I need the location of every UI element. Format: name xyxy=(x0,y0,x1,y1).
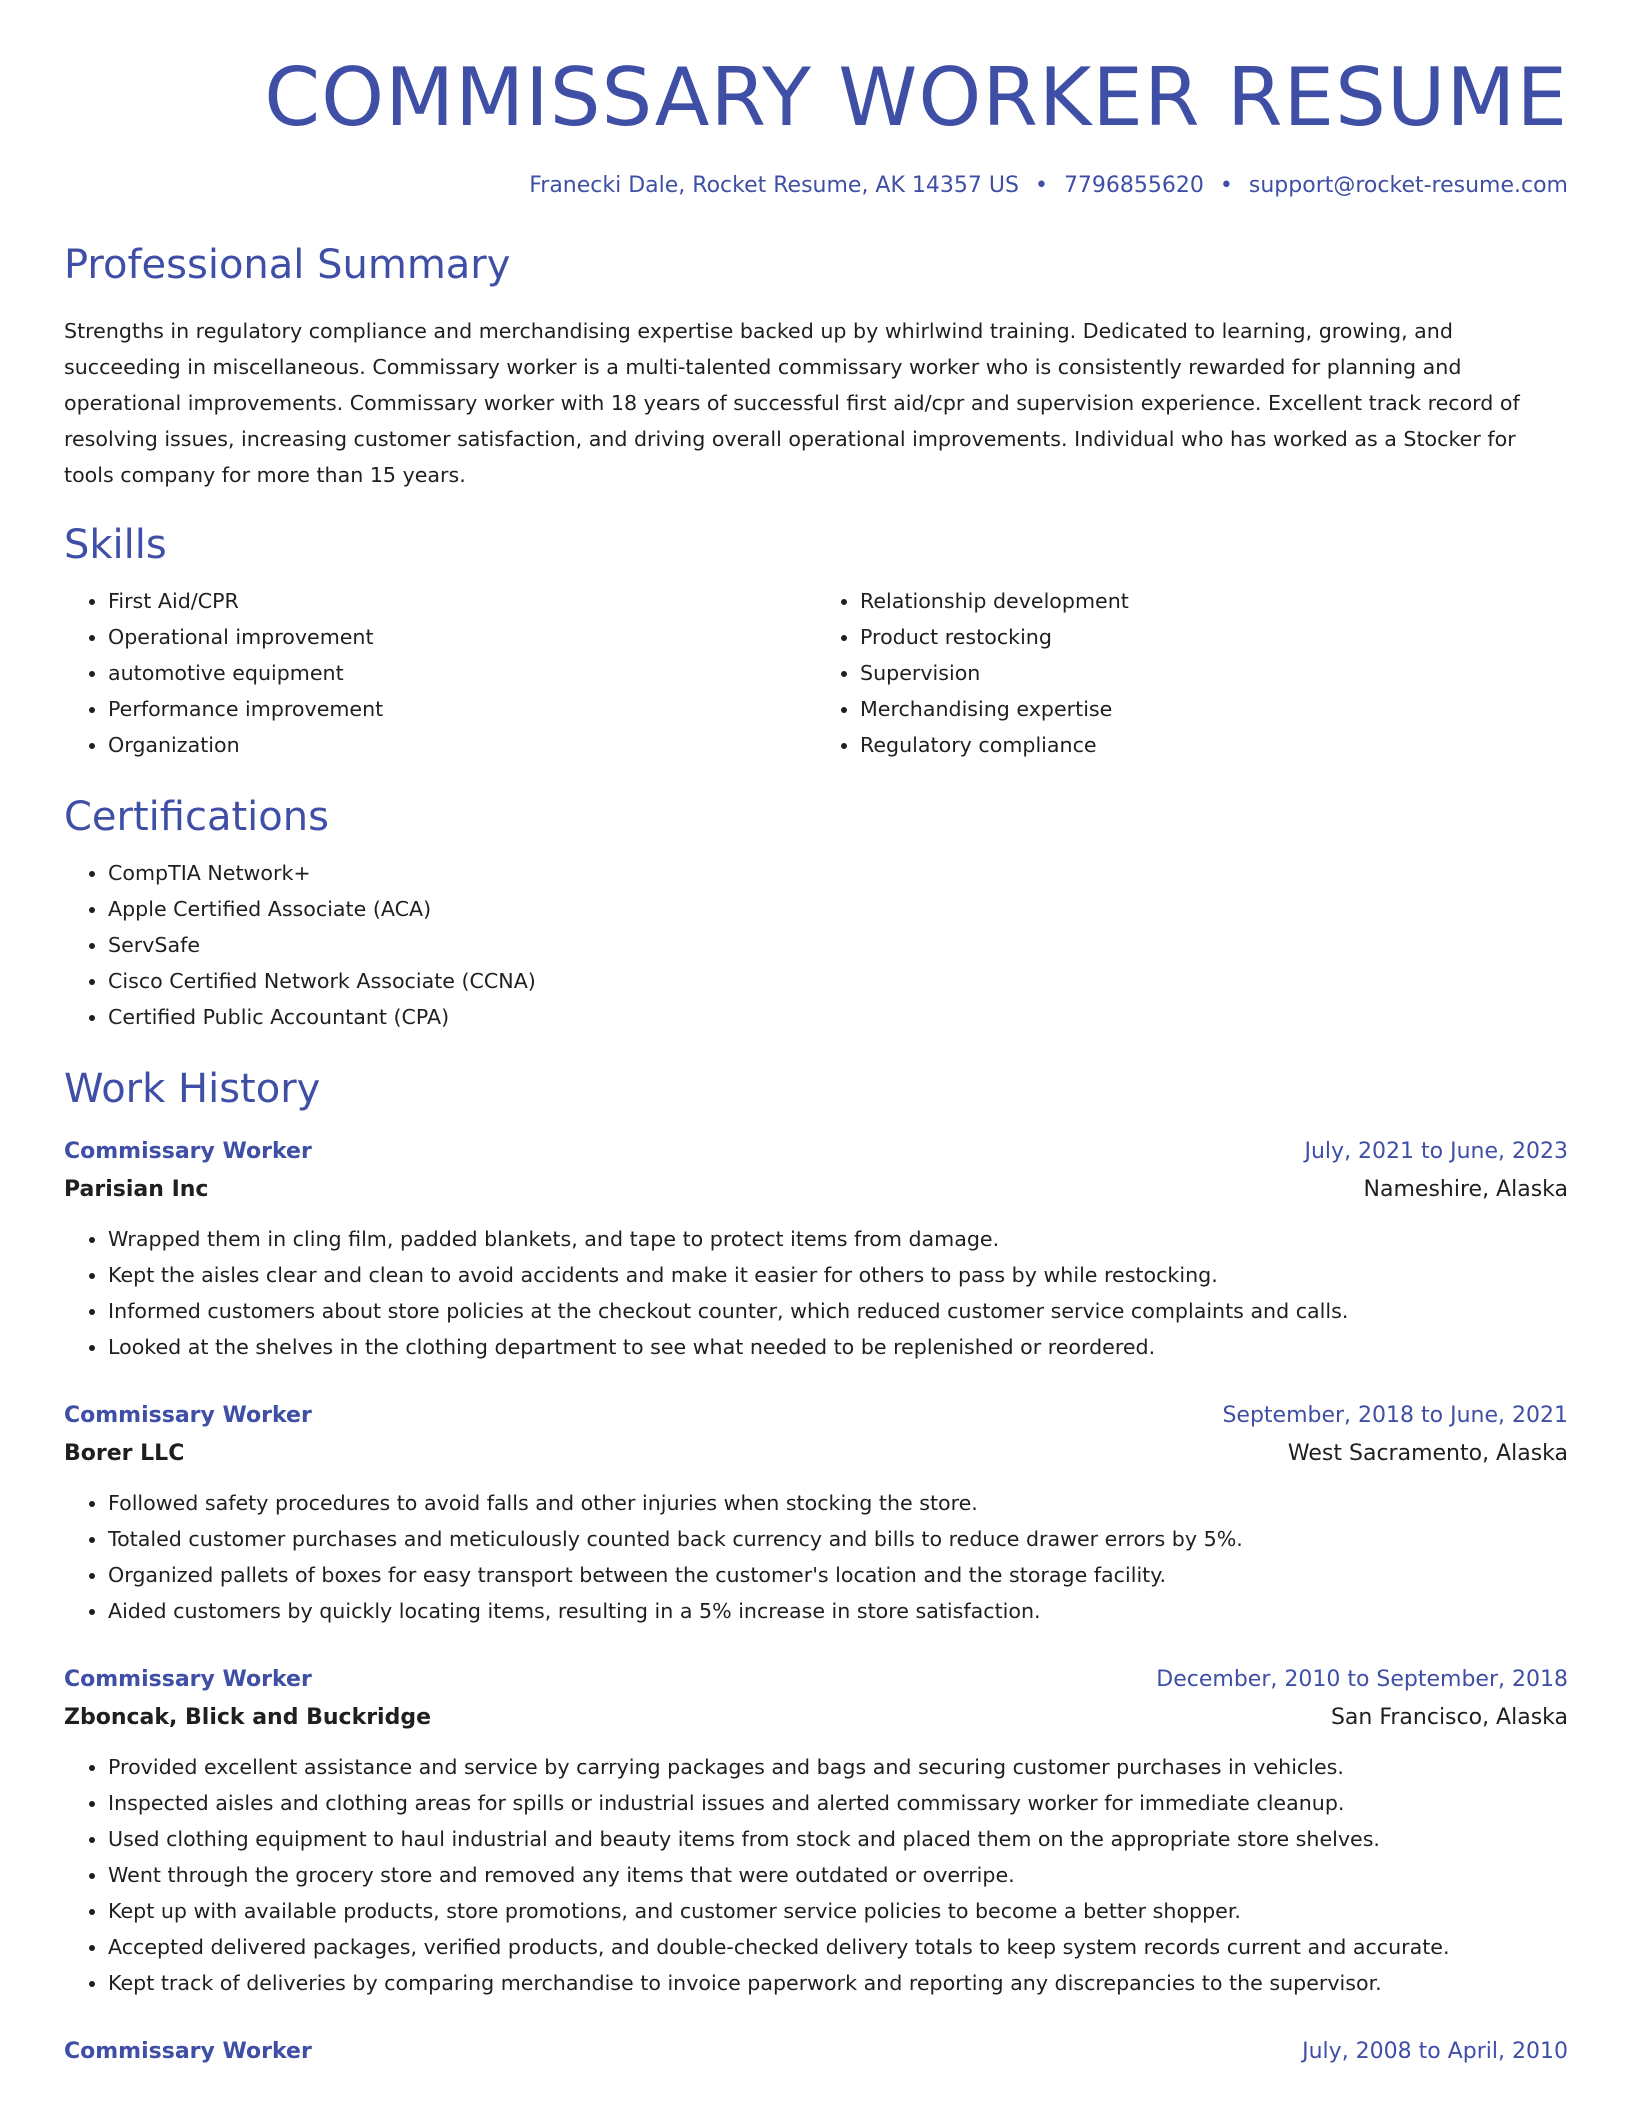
skills-list-right xyxy=(816,583,1568,763)
job-duty: • Used clothing equipment to haul industrial and beauty items from stock and placed them on the appropriate store shelves. xyxy=(108,1821,1568,1857)
job-duty: • Went through the grocery store and removed any items that were outdated or overripe. xyxy=(108,1857,1568,1893)
job-duties-list xyxy=(64,1221,1568,1365)
job-title: Commissary Worker xyxy=(64,1138,312,1164)
skills-heading: Skills xyxy=(64,521,167,568)
skill-item: • Supervision xyxy=(860,655,1568,691)
job-duty: • Kept up with available products, store promotions, and customer service policies to become a better shopper. xyxy=(108,1893,1568,1929)
skill-item: • Merchandising expertise xyxy=(860,691,1568,727)
job-duties-list xyxy=(64,1749,1568,2001)
job-duty: • Provided excellent assistance and service by carrying packages and bags and securing customer purchases in vehicles. xyxy=(108,1749,1568,1785)
skill-item: • Regulatory compliance xyxy=(860,727,1568,763)
job-duty: • Organized pallets of boxes for easy transport between the customer's location and the storage facility. xyxy=(108,1557,1568,1593)
job-duty: • Totaled customer purchases and meticulously counted back currency and bills to reduce drawer errors by 5%. xyxy=(108,1521,1568,1557)
job-duty: • Looked at the shelves in the clothing department to see what needed to be replenished or reordered. xyxy=(108,1329,1568,1365)
contact-separator: • xyxy=(1219,173,1233,198)
skill-item: • Operational improvement xyxy=(108,619,816,655)
job-dates: July, 2008 to April, 2010 xyxy=(1302,2038,1568,2064)
skill-item: • Product restocking xyxy=(860,619,1568,655)
contact-email[interactable]: support@rocket-resume.com xyxy=(1248,173,1568,198)
certification-item: • Apple Certified Associate (ACA) xyxy=(108,891,1568,927)
job-location: San Francisco, Alaska xyxy=(1330,1704,1568,1730)
certification-item: • ServSafe xyxy=(108,927,1568,963)
summary-text: Strengths in regulatory compliance and merchandising expertise backed up by whirlwind training. Dedicated to learning, growing, and succeeding in miscellaneous. Commissary worker is a multi-talented commissary worker who is consistently rewarded for planning and operational improvements. Commissary worker with 18 years of successful first aid/cpr and supervision experience. Excellent track record of resolving issues, increasing customer satisfaction, and driving overall operational improvements. Individual who has worked as a Stocker for tools company for more than 15 years. xyxy=(64,318,1520,487)
skill-item: • Relationship development xyxy=(860,583,1568,619)
certifications-list xyxy=(64,855,1568,1035)
work-history-heading: Work History xyxy=(64,1065,321,1112)
job-entry xyxy=(64,2033,1568,2071)
skill-item: • First Aid/CPR xyxy=(108,583,816,619)
job-title-row xyxy=(64,1397,1568,1435)
job-duty: • Accepted delivered packages, verified products, and double-checked delivery totals to keep system records current and accurate. xyxy=(108,1929,1568,1965)
certifications-heading: Certifications xyxy=(64,793,329,840)
job-duty: • Kept track of deliveries by comparing merchandise to invoice paperwork and reporting any discrepancies to the supervisor. xyxy=(108,1965,1568,2001)
certification-item: • Certified Public Accountant (CPA) xyxy=(108,999,1568,1035)
skill-item: • Performance improvement xyxy=(108,691,816,727)
job-company-row xyxy=(64,1171,1568,1209)
job-location: West Sacramento, Alaska xyxy=(1287,1440,1568,1466)
job-duty: • Inspected aisles and clothing areas for spills or industrial issues and alerted commissary worker for immediate cleanup. xyxy=(108,1785,1568,1821)
contact-separator: • xyxy=(1034,173,1048,198)
job-location: Nameshire, Alaska xyxy=(1363,1176,1568,1202)
job-dates: September, 2018 to June, 2021 xyxy=(1222,1402,1568,1428)
job-title: Commissary Worker xyxy=(64,2038,312,2064)
certification-item: • CompTIA Network+ xyxy=(108,855,1568,891)
skill-item: • Organization xyxy=(108,727,816,763)
contact-phone[interactable]: 7796855620 xyxy=(1063,173,1204,198)
job-company-row xyxy=(64,1435,1568,1473)
skills-list-left xyxy=(64,583,816,763)
job-duty: • Informed customers about store policies at the checkout counter, which reduced customer service complaints and calls. xyxy=(108,1293,1568,1329)
job-title-row xyxy=(64,2033,1568,2071)
page-title: COMMISSARY WORKER RESUME xyxy=(264,51,1568,144)
contact-address: Franecki Dale, Rocket Resume, AK 14357 US xyxy=(529,173,1019,198)
certification-item: • Cisco Certified Network Associate (CCNA) xyxy=(108,963,1568,999)
job-title: Commissary Worker xyxy=(64,1402,312,1428)
job-dates: July, 2021 to June, 2023 xyxy=(1304,1138,1568,1164)
skills-grid xyxy=(64,583,1568,763)
job-duty: • Followed safety procedures to avoid falls and other injuries when stocking the store. xyxy=(108,1485,1568,1521)
job-title: Commissary Worker xyxy=(64,1666,312,1692)
job-duty: • Aided customers by quickly locating items, resulting in a 5% increase in store satisfaction. xyxy=(108,1593,1568,1629)
job-dates: December, 2010 to September, 2018 xyxy=(1156,1666,1568,1692)
job-entry xyxy=(64,1133,1568,1365)
job-duty: • Wrapped them in cling film, padded blankets, and tape to protect items from damage. xyxy=(108,1221,1568,1257)
job-duties-list xyxy=(64,1485,1568,1629)
job-company: Zboncak, Blick and Buckridge xyxy=(64,1704,432,1730)
job-entry xyxy=(64,1397,1568,1629)
job-entry xyxy=(64,1661,1568,2001)
contact-line xyxy=(64,172,1568,201)
skill-item: • automotive equipment xyxy=(108,655,816,691)
job-title-row xyxy=(64,1133,1568,1171)
job-duty: • Kept the aisles clear and clean to avoid accidents and make it easier for others to pass by while restocking. xyxy=(108,1257,1568,1293)
summary-heading: Professional Summary xyxy=(64,241,511,288)
job-title-row xyxy=(64,1661,1568,1699)
resume-header xyxy=(64,0,1568,201)
job-company-row xyxy=(64,1699,1568,1737)
job-company: Borer LLC xyxy=(64,1440,185,1466)
job-company: Parisian Inc xyxy=(64,1176,209,1202)
